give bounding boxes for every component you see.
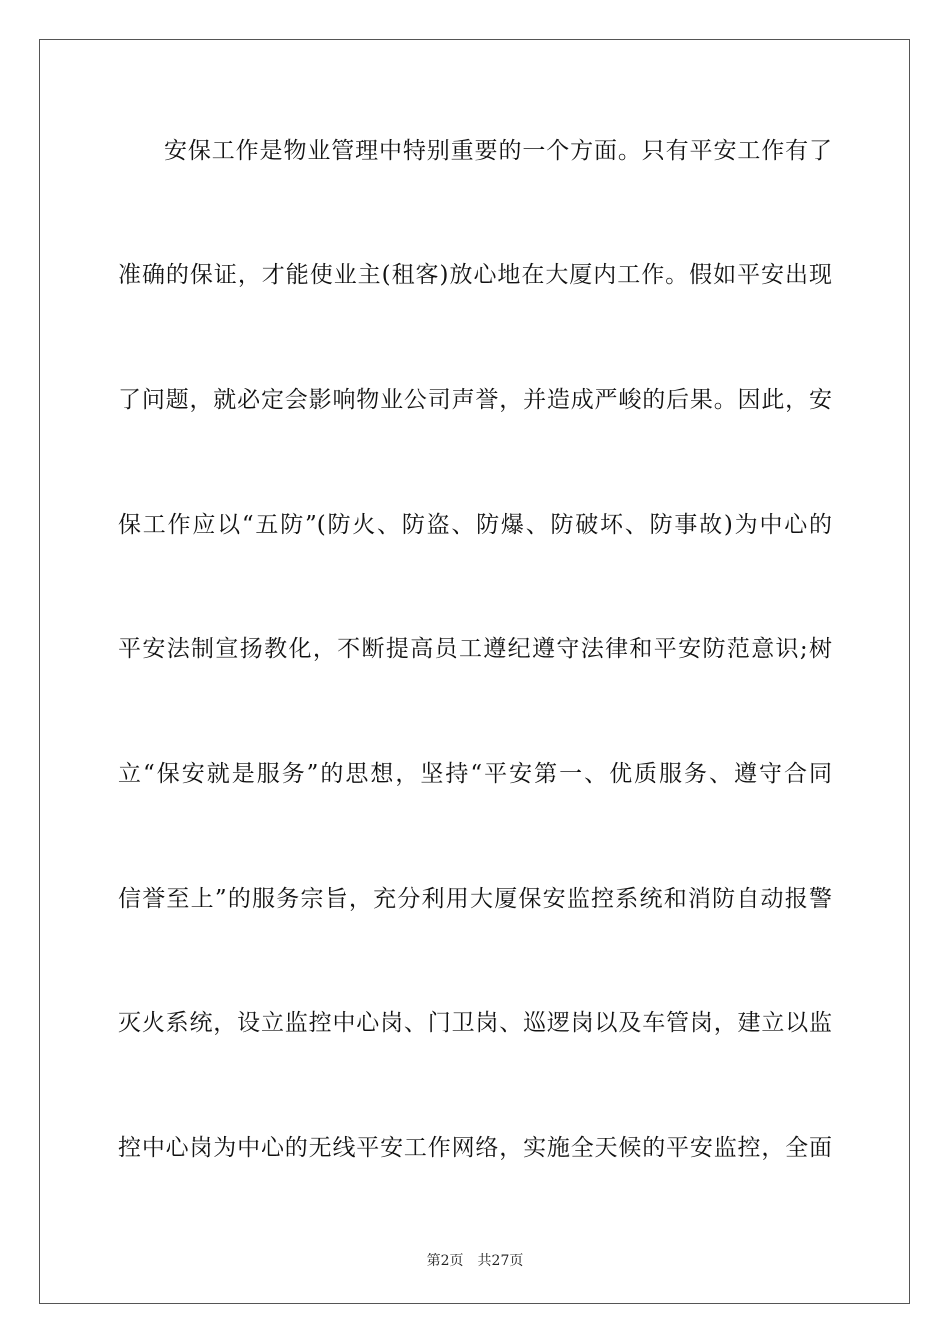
paragraph-line-6: 立“保安就是服务”的思想，坚持“平安第一、优质服务、遵守合同 [118,761,832,787]
page-border [39,39,910,1304]
paragraph-line-7: 信誉至上”的服务宗旨，充分利用大厦保安监控系统和消防自动报警 [118,886,832,912]
paragraph-line-9: 控中心岗为中心的无线平安工作网络，实施全天候的平安监控，全面 [118,1135,832,1161]
paragraph-line-3: 了问题，就必定会影响物业公司声誉，并造成严峻的后果。因此，安 [118,387,832,413]
paragraph-line-5: 平安法制宣扬教化，不断提高员工遵纪遵守法律和平安防范意识;树 [118,636,832,662]
paragraph-line-2: 准确的保证，才能使业主(租客)放心地在大厦内工作。假如平安出现 [118,262,832,288]
page-number-footer: 第2页 共27页 [426,1253,524,1269]
paragraph-line-8: 灭火系统，设立监控中心岗、门卫岗、巡逻岗以及车管岗，建立以监 [118,1010,832,1036]
paragraph-line-4: 保工作应以“五防”(防火、防盗、防爆、防破坏、防事故)为中心的 [118,512,832,538]
paragraph-line-1: 安保工作是物业管理中特别重要的一个方面。只有平安工作有了 [164,138,832,164]
